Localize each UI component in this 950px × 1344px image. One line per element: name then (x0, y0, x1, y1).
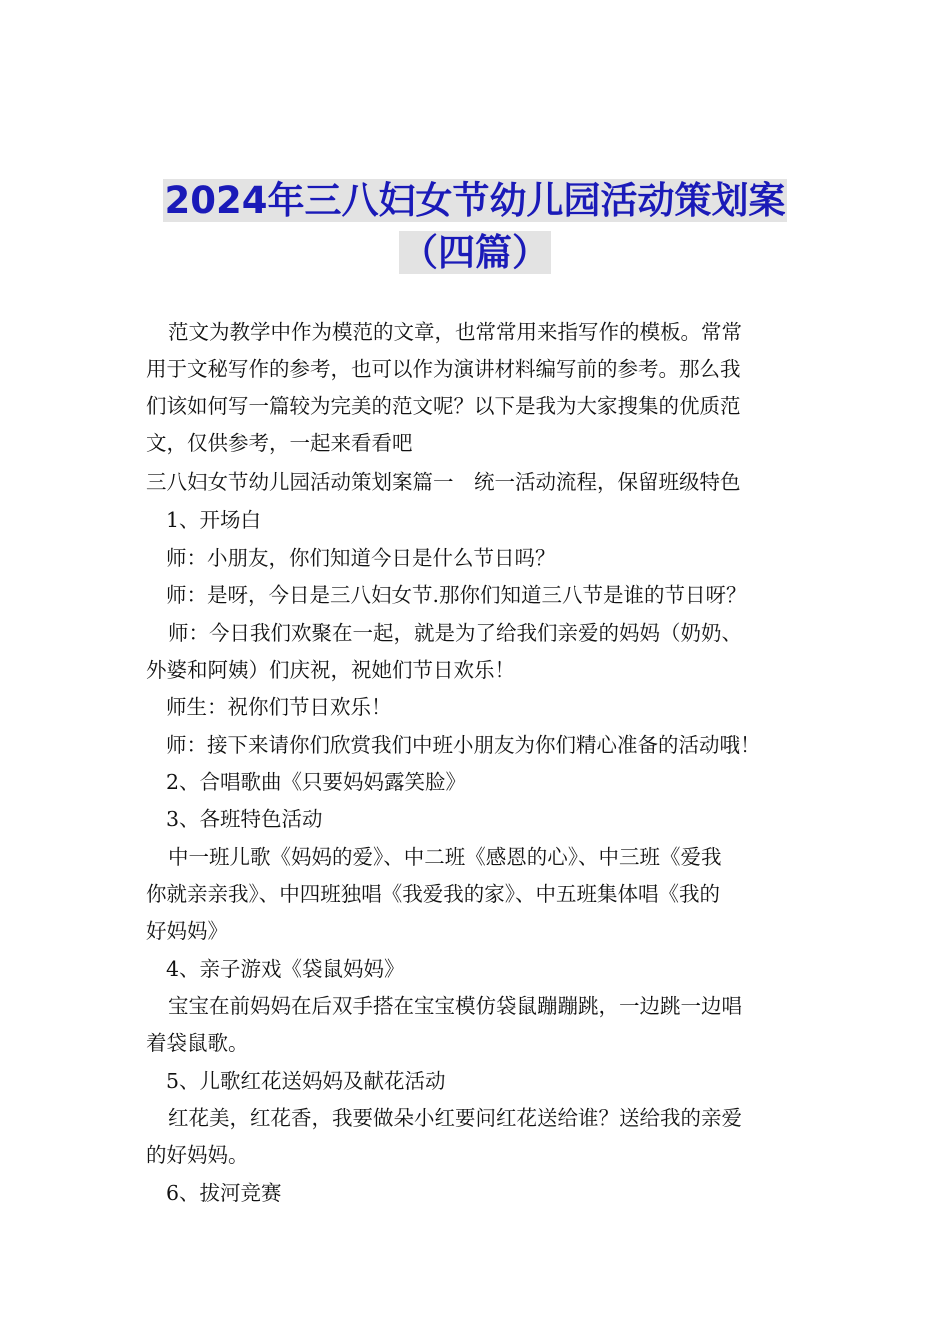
intro-paragraph-line: 范文为教学中作为模范的文章，也常常用来指写作的模板。常常 (168, 320, 742, 344)
dialogue-line: 师：今日我们欢聚在一起，就是为了给我们亲爱的妈妈（奶奶、 (168, 621, 742, 645)
paragraph-line: 红花美，红花香，我要做朵小红要问红花送给谁？送给我的亲爱 (168, 1106, 742, 1130)
step-heading: 6、拔河竞赛 (166, 1181, 282, 1205)
step-heading: 2、合唱歌曲《只要妈妈露笑脸》 (166, 770, 467, 794)
step-heading: 4、亲子游戏《袋鼠妈妈》 (166, 957, 405, 981)
dialogue-line: 师：小朋友，你们知道今日是什么节日吗？ (166, 546, 556, 570)
section-heading: 三八妇女节幼儿园活动策划案篇一 统一活动流程，保留班级特色 (146, 470, 741, 494)
intro-paragraph-line: 文，仅供参考，一起来看看吧 (146, 431, 413, 455)
step-heading: 3、各班特色活动 (166, 807, 323, 831)
step-heading: 1、开场白 (166, 508, 262, 532)
dialogue-line: 师生：祝你们节日欢乐！ (166, 695, 392, 719)
paragraph-line: 好妈妈》 (146, 919, 228, 943)
intro-paragraph-line: 们该如何写一篇较为完美的范文呢？以下是我为大家搜集的优质范 (146, 394, 741, 418)
dialogue-line: 师：接下来请你们欣赏我们中班小朋友为你们精心准备的活动哦！ (166, 733, 761, 757)
paragraph-line: 你就亲亲我》、中四班独唱《我爱我的家》、中五班集体唱《我的 (146, 882, 720, 906)
dialogue-line: 师：是呀，今日是三八妇女节.那你们知道三八节是谁的节日呀？ (166, 583, 747, 607)
intro-paragraph-line: 用于文秘写作的参考，也可以作为演讲材料编写前的参考。那么我 (146, 357, 741, 381)
dialogue-line: 外婆和阿姨）们庆祝，祝她们节日欢乐！ (146, 658, 515, 682)
step-heading: 5、儿歌红花送妈妈及献花活动 (166, 1069, 446, 1093)
paragraph-line: 中一班儿歌《妈妈的爱》、中二班《感恩的心》、中三班《爱我 (168, 845, 722, 869)
paragraph-line: 宝宝在前妈妈在后双手搭在宝宝模仿袋鼠蹦蹦跳，一边跳一边唱 (168, 994, 742, 1018)
document-title-line-1: 2024年三八妇女节幼儿园活动策划案 (164, 179, 786, 222)
document-title-line-2: （四篇） (401, 231, 549, 274)
paragraph-line: 着袋鼠歌。 (146, 1031, 249, 1055)
paragraph-line: 的好妈妈。 (146, 1143, 249, 1167)
